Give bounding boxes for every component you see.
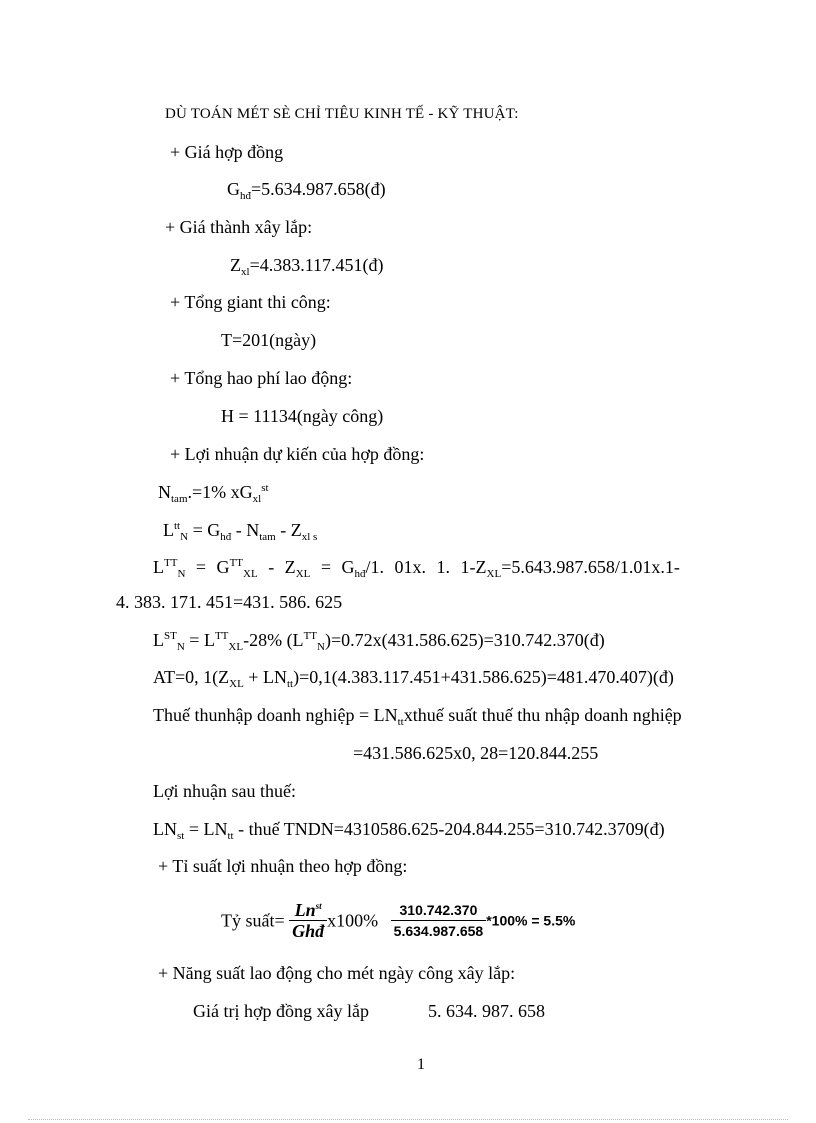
- l-ST-formula: $LST_N = L^{TT}_{XL}-28\%$ $(L^{TT}_N)=0.72x(431.586.625)=310.742.370(đ)$: [153, 630, 605, 653]
- gia-hop-dong-value: $G_{hđ}=5.634.987.658(đ)$: [227, 179, 386, 202]
- hao-phi-value: H = 11134(ngày công): [221, 406, 384, 426]
- at-formula: AT=0, $1(Z_{XL}$ + $LN_{tt})=0,1(4.383.117.451+431.586.625)=481.470.407)(đ)$: [153, 667, 674, 690]
- ti-suat-fraction: $\frac{Ln^{st}}{\text{Ghđ}}$: [289, 900, 327, 941]
- n-tam-formula: $N_{tam}.=1\%$ $xG_{xl}^{st}$: [158, 482, 269, 505]
- nang-suat-value: 5. 634. 987. 658: [428, 1001, 545, 1021]
- gia-thanh-value: $Z_{xl}=4.383.117.451(đ)$: [230, 255, 384, 278]
- l-TT-formula: $L^{TT}_N = G^{TT}_{XL} - Z_{XL} = G_{hđ}/1$. 01x. 1. $1-Z_{XL}=5.643.987.658/1.01x.1-$: [153, 557, 680, 580]
- l-tt-n-formula: $L^{tt}_N = G_{hđ} - N_{tam} - Z_{xl s}$: [163, 520, 318, 543]
- page-number: 1: [417, 1056, 425, 1073]
- hao-phi-label: + Tổng hao phí lao động:: [170, 368, 353, 388]
- thoi-gian-value: T=201(ngày): [221, 330, 317, 350]
- loi-nhuan-sau-thue-label: Lợi nhuận sau thuế:: [153, 781, 296, 801]
- gia-hop-dong-label: + Giá hợp đồng: [170, 142, 284, 162]
- thoi-gian-label: + Tổng giant thi công:: [170, 292, 331, 312]
- nang-suat-item: Giá trị hợp đồng xây lắp: [193, 1001, 369, 1021]
- nang-suat-label: + Năng suất lao động cho mét ngày công xây lắp:: [158, 963, 516, 983]
- loi-nhuan-sau-thue-formula: $LN_{st} = LN_{tt}$ - thuế TNDN=4310586.625-204.844.255=310.742.3709(đ): [153, 819, 665, 842]
- ti-suat-prefix: Tỷ suất=: [221, 910, 285, 931]
- page-title: DÙ TOÁN MÉT SÈ CHỈ TIÊU KINH TẾ - KỸ THUẬT:: [165, 106, 519, 122]
- ti-suat-fraction-values: $\frac{310.742.370}{5.634.987.658}$: [391, 900, 487, 941]
- ti-suat-formula: Tỷ suất= $\frac{Ln^{st}}{\text{Ghđ}}$ x100% $\frac{310.742.370}{5.634.987.658}$ *100% = 5.5%: [221, 900, 576, 941]
- gia-thanh-label: + Giá thành xây lắp:: [165, 217, 313, 237]
- ti-suat-label: + Tỉ suất lợi nhuận theo hợp đồng:: [158, 856, 408, 876]
- thue-tndn-result: =431.586.625x0, 28=120.844.255: [353, 743, 599, 763]
- l-TT-formula-cont: 4. 383. 171. 451=431. 586. 625: [116, 592, 343, 612]
- loi-nhuan-du-kien-label: + Lợi nhuận dự kiến của hợp đồng:: [170, 444, 425, 464]
- footer-divider: [28, 1119, 788, 1120]
- thue-tndn-formula: Thuế thunhập doanh nghiệp = $LN_{tt}xthuế$ suất thuế thu nhập doanh nghiệp: [153, 705, 682, 728]
